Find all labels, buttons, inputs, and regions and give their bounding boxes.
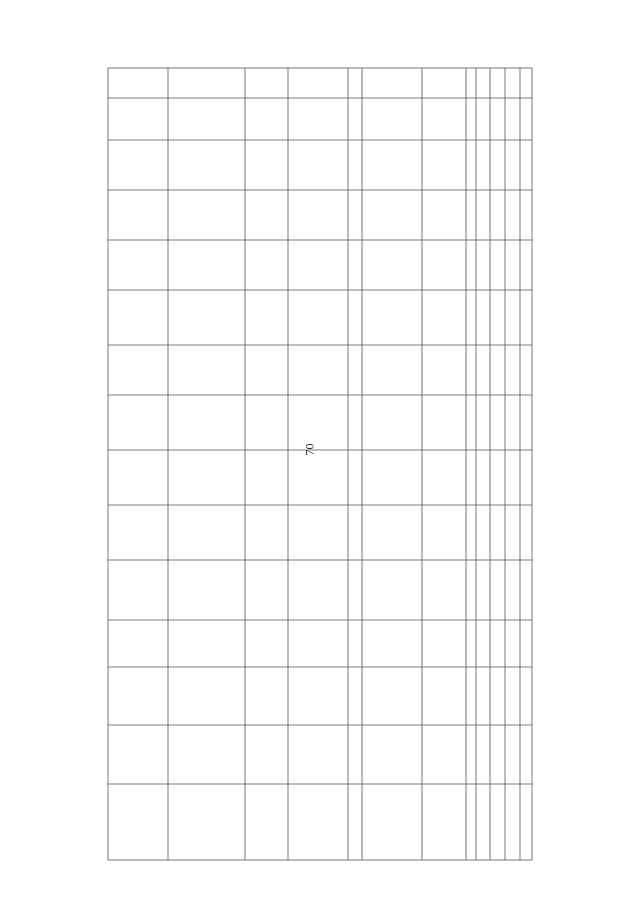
page-number: 70: [302, 443, 317, 456]
